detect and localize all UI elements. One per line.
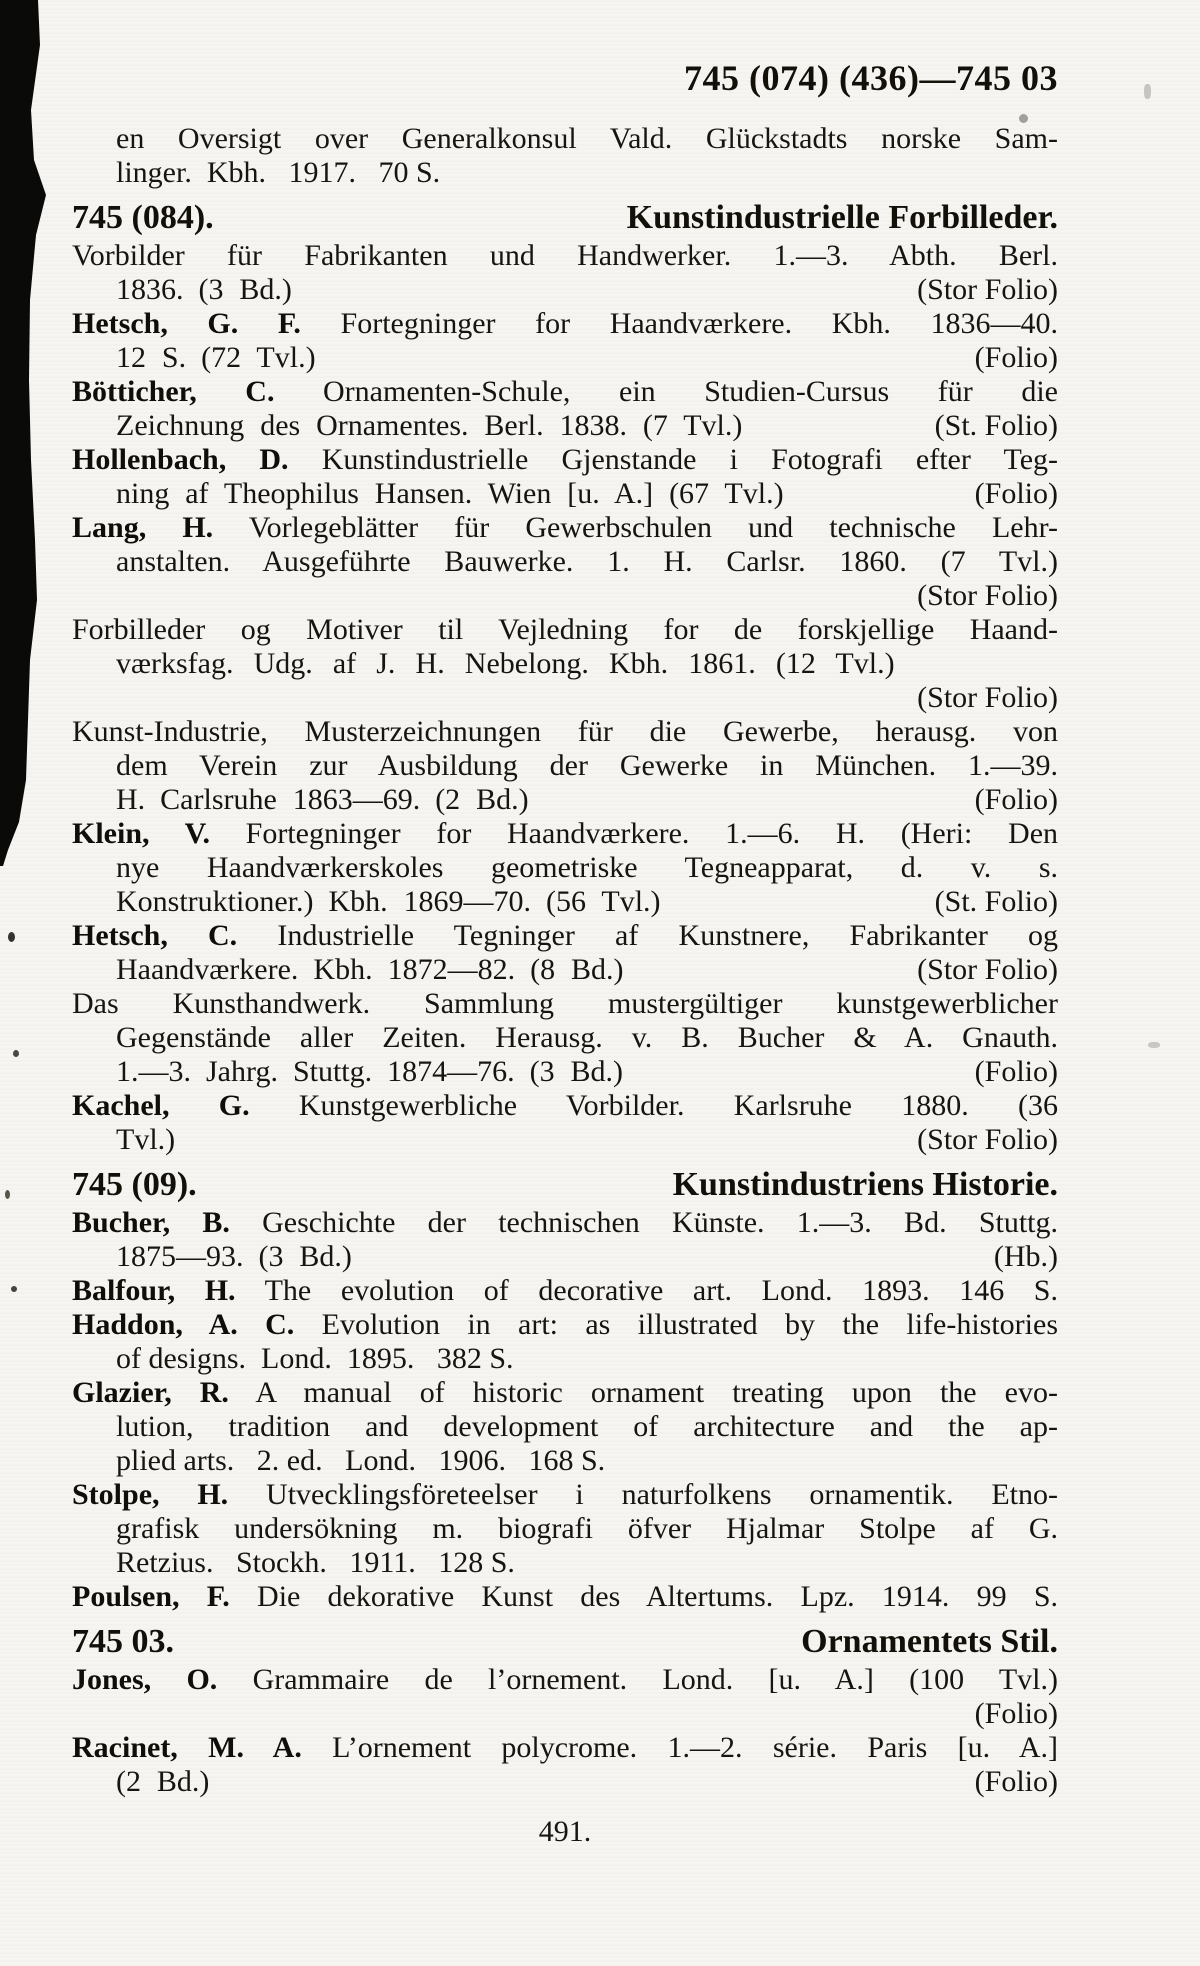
- catalog-line: [72, 273, 1058, 307]
- entry-text: of designs. Lond. 1895. 382 S.: [116, 1342, 514, 1375]
- entry-text: Kunstgewerbliche Vorbilder. Karlsruhe 1880. (36: [298, 1089, 1059, 1122]
- running-head-classmark: 745 (074) (436)—745 03: [684, 58, 1058, 98]
- entry-text: 12 S. (72 Tvl.): [116, 341, 316, 374]
- entry-text: Grammaire de l’ornement. Lond. [u. A.] (100 Tvl.): [252, 1663, 1058, 1696]
- format-note: (Folio): [974, 341, 1058, 374]
- section-classmark: 745 (084).: [72, 199, 214, 236]
- catalog-line: [72, 817, 1058, 851]
- entry-text: værksfag. Udg. af J. H. Nebelong. Kbh. 1861. (12 Tvl.): [116, 647, 895, 680]
- format-note: (Hb.): [993, 1240, 1058, 1273]
- catalog-line: [72, 239, 1058, 273]
- author-name: Hetsch, G. F.: [72, 307, 301, 340]
- catalog-line: [72, 1376, 1058, 1410]
- author-name: Bötticher, C.: [72, 375, 275, 408]
- catalog-line: [72, 783, 1058, 817]
- catalog-line: [72, 919, 1058, 953]
- scan-speck: [1144, 84, 1151, 99]
- section-title: Kunstindustriens Historie.: [672, 1166, 1058, 1203]
- format-note: (Stor Folio): [917, 681, 1058, 714]
- entry-text: A manual of historic ornament treating upon the evo-: [255, 1376, 1058, 1409]
- catalog-line: [72, 1512, 1058, 1546]
- format-note: (Folio): [974, 1765, 1058, 1798]
- author-name: Jones, O.: [72, 1663, 218, 1696]
- entry-text: Kunst-Industrie, Musterzeichnungen für die Gewerbe, herausg. von: [72, 715, 1058, 748]
- entry-text: Vorlegeblätter für Gewerbschulen und technische Lehr-: [248, 511, 1058, 544]
- catalog-line: [72, 715, 1058, 749]
- catalog-line: [72, 1308, 1058, 1342]
- format-note: (St. Folio): [934, 885, 1058, 918]
- catalog-line: [72, 1765, 1058, 1799]
- catalog-line: [72, 851, 1058, 885]
- catalog-line: [72, 1089, 1058, 1123]
- author-name: Lang, H.: [72, 511, 214, 544]
- catalog-line: [72, 511, 1058, 545]
- entry-text: nye Haandværkerskoles geometriske Tegneapparat, d. v. s.: [116, 851, 1058, 884]
- entry-text: Geschichte der technischen Künste. 1.—3. Bd. Stuttg.: [262, 1206, 1059, 1239]
- scan-speck: [13, 1050, 19, 1057]
- author-name: Kachel, G.: [72, 1089, 250, 1122]
- catalog-line: [72, 443, 1058, 477]
- author-name: Klein, V.: [72, 817, 210, 850]
- entry-text: 1.—3. Jahrg. Stuttg. 1874—76. (3 Bd.): [116, 1055, 624, 1088]
- section-heading: [72, 1623, 1058, 1661]
- scan-speck: [8, 932, 15, 942]
- catalog-line: [72, 545, 1058, 579]
- section-title: Kunstindustrielle Forbilleder.: [626, 199, 1058, 236]
- author-name: Poulsen, F.: [72, 1580, 230, 1613]
- catalog-line: [72, 1444, 1058, 1478]
- entry-text: H. Carlsruhe 1863—69. (2 Bd.): [116, 783, 529, 816]
- entry-text: lution, tradition and development of architecture and the ap-: [116, 1410, 1058, 1443]
- catalog-line: [72, 1274, 1058, 1308]
- author-name: Hetsch, C.: [72, 919, 238, 952]
- catalog-line: [72, 375, 1058, 409]
- catalog-line: [72, 1478, 1058, 1512]
- section-heading: [72, 1166, 1058, 1204]
- catalog-line: [72, 477, 1058, 511]
- entry-text: dem Verein zur Ausbildung der Gewerke in München. 1.—39.: [116, 749, 1058, 782]
- catalog-line: [72, 1731, 1058, 1765]
- catalog-line: [72, 156, 1058, 190]
- catalog-line: [72, 749, 1058, 783]
- entry-text: Industrielle Tegninger af Kunstnere, Fabrikanter og: [277, 919, 1059, 952]
- catalog-line: [72, 1206, 1058, 1240]
- catalog-line: [72, 885, 1058, 919]
- section-classmark: 745 03.: [72, 1623, 174, 1660]
- format-note: (St. Folio): [934, 409, 1058, 442]
- format-note: (Stor Folio): [917, 273, 1058, 306]
- entry-text: Zeichnung des Ornamentes. Berl. 1838. (7 Tvl.): [116, 409, 743, 442]
- scan-gutter-artifact: [0, 0, 52, 866]
- entry-text: Fortegninger for Haandværkere. 1.—6. H. (Heri: Den: [245, 817, 1059, 850]
- catalog-line: [72, 681, 1058, 715]
- entry-text: L’ornement polycrome. 1.—2. série. Paris [u. A.]: [332, 1731, 1058, 1764]
- section-classmark: 745 (09).: [72, 1166, 197, 1203]
- entry-text: Konstruktioner.) Kbh. 1869—70. (56 Tvl.): [116, 885, 661, 918]
- author-name: Stolpe, H.: [72, 1478, 229, 1511]
- section-heading: [72, 199, 1058, 237]
- format-note: (Folio): [974, 783, 1058, 816]
- catalog-line: [72, 987, 1058, 1021]
- entry-text: (2 Bd.): [116, 1765, 210, 1798]
- author-name: Hollenbach, D.: [72, 443, 289, 476]
- entry-text: Fortegninger for Haandværkere. Kbh. 1836—40.: [340, 307, 1058, 340]
- entry-text: linger. Kbh. 1917. 70 S.: [116, 156, 441, 189]
- catalog-line: [72, 409, 1058, 443]
- author-name: Haddon, A. C.: [72, 1308, 295, 1341]
- entry-text: The evolution of decorative art. Lond. 1893. 146 S.: [264, 1274, 1058, 1307]
- format-note: (Stor Folio): [917, 1123, 1058, 1156]
- entry-text: en Oversigt over Generalkonsul Vald. Glückstadts norske Sam-: [116, 122, 1058, 155]
- section-title: Ornamentets Stil.: [801, 1623, 1058, 1660]
- entry-text: Evolution in art: as illustrated by the life-histories: [321, 1308, 1058, 1341]
- catalog-line: [72, 1580, 1058, 1614]
- entry-text: Vorbilder für Fabrikanten und Handwerker. 1.—3. Abth. Berl.: [72, 239, 1058, 272]
- catalog-line: [72, 1240, 1058, 1274]
- format-note: (Folio): [974, 477, 1058, 510]
- catalog-line: [72, 579, 1058, 613]
- page-number: 491.: [538, 1815, 592, 1848]
- catalog-line: [72, 1410, 1058, 1444]
- entry-text: 1875—93. (3 Bd.): [116, 1240, 352, 1273]
- catalog-line: [72, 647, 1058, 681]
- catalog-line: [72, 341, 1058, 375]
- catalog-lines: [72, 122, 1058, 1799]
- catalog-line: [72, 307, 1058, 341]
- catalog-line: [72, 1546, 1058, 1580]
- entry-text: grafisk undersökning m. biografi öfver Hjalmar Stolpe af G.: [116, 1512, 1058, 1545]
- catalog-line: [72, 1342, 1058, 1376]
- entry-text: Die dekorative Kunst des Altertums. Lpz. 1914. 99 S.: [257, 1580, 1058, 1613]
- scan-speck: [11, 1286, 17, 1292]
- entry-text: Kunstindustrielle Gjenstande i Fotografi efter Teg-: [321, 443, 1059, 476]
- catalog-line: [72, 122, 1058, 156]
- entry-text: Utvecklingsföreteelser i naturfolkens ornamentik. Etno-: [266, 1478, 1058, 1511]
- format-note: (Stor Folio): [917, 953, 1058, 986]
- entry-text: Das Kunsthandwerk. Sammlung mustergültiger kunstgewerblicher: [72, 987, 1058, 1020]
- entry-text: anstalten. Ausgeführte Bauwerke. 1. H. Carlsr. 1860. (7 Tvl.): [116, 545, 1058, 578]
- format-note: (Folio): [974, 1055, 1058, 1088]
- author-name: Balfour, H.: [72, 1274, 236, 1307]
- author-name: Glazier, R.: [72, 1376, 229, 1409]
- catalog-line: [72, 1663, 1058, 1697]
- author-name: Bucher, B.: [72, 1206, 230, 1239]
- scan-speck: [5, 1190, 10, 1199]
- format-note: (Stor Folio): [917, 579, 1058, 612]
- page-content: [72, 58, 1058, 1849]
- catalog-line: [72, 1697, 1058, 1731]
- entry-text: plied arts. 2. ed. Lond. 1906. 168 S.: [116, 1444, 606, 1477]
- author-name: Racinet, M. A.: [72, 1731, 302, 1764]
- scan-speck: [1148, 1042, 1160, 1048]
- entry-text: ning af Theophilus Hansen. Wien [u. A.] (67 Tvl.): [116, 477, 784, 510]
- catalog-line: [72, 1021, 1058, 1055]
- entry-text: Ornamenten-Schule, ein Studien-Cursus für die: [323, 375, 1058, 408]
- entry-text: Forbilleder og Motiver til Vejledning for de forskjellige Haand-: [72, 613, 1058, 646]
- entry-text: Haandværkere. Kbh. 1872—82. (8 Bd.): [116, 953, 624, 986]
- entry-text: Retzius. Stockh. 1911. 128 S.: [116, 1546, 515, 1579]
- catalog-line: [72, 613, 1058, 647]
- catalog-line: [72, 1123, 1058, 1157]
- catalog-line: [72, 953, 1058, 987]
- entry-text: 1836. (3 Bd.): [116, 273, 292, 306]
- entry-text: Gegenstände aller Zeiten. Herausg. v. B. Bucher & A. Gnauth.: [116, 1021, 1058, 1054]
- catalog-line: [72, 1055, 1058, 1089]
- format-note: (Folio): [974, 1697, 1058, 1730]
- entry-text: Tvl.): [116, 1123, 176, 1156]
